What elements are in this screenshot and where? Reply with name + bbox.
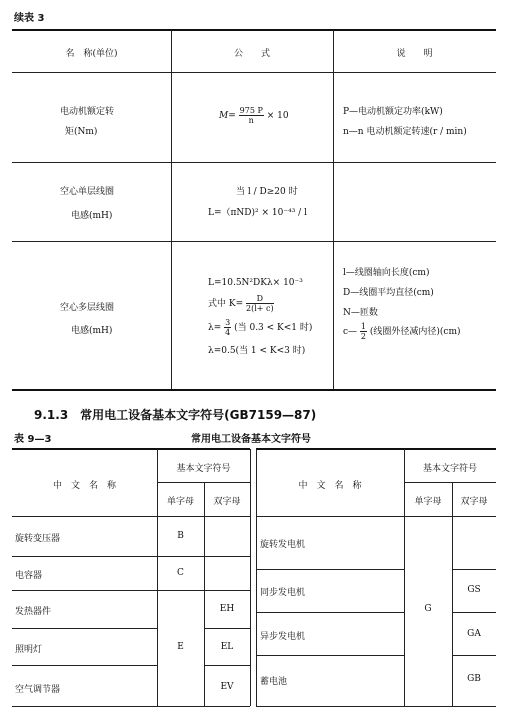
desc-line-diameter: D—线圈平均直径(cm) (343, 288, 434, 298)
table-row-name: 空气调节器 (15, 685, 61, 695)
table-row-double: EL (220, 642, 234, 652)
table-row-name: 异步发电机 (260, 632, 306, 642)
table-row-name: 同步发电机 (260, 588, 306, 598)
table-row-double: EH (219, 604, 235, 614)
row-name-line2: 电感(mH) (71, 326, 113, 336)
header-single-letter-left: 单字母 (166, 497, 194, 507)
row-name-line1: 空心多层线圈 (60, 303, 115, 313)
header-chinese-name-left: 中 文 名 称 (52, 481, 116, 491)
header-chinese-name-right: 中 文 名 称 (298, 481, 362, 491)
row-name-line1: 电动机额定转 (60, 107, 115, 117)
table-row-name: 旋转发电机 (260, 540, 306, 550)
header-name: 名 称(单位) (65, 49, 118, 59)
formula-inductance-single: L=（πND)² × 10⁻⁴³ / l (208, 208, 307, 218)
desc-line-speed: n—n 电动机额定转速(r / min) (343, 127, 467, 137)
table-row-double: GB (467, 674, 481, 684)
header-basic-symbol-left: 基本文字符号 (176, 464, 231, 474)
table-row-double: GS (467, 585, 481, 595)
header-basic-symbol-right: 基本文字符号 (422, 464, 477, 474)
formula-torque: M= $\frac{975 P}{n}$ × 10 (219, 106, 289, 125)
continued-label: 续表 3 (14, 13, 45, 24)
table-row-double: GA (467, 629, 481, 639)
merged-single-letter-g: G (424, 604, 432, 614)
header-double-letter-right: 双字母 (460, 497, 488, 507)
table-row-single: B (177, 531, 184, 541)
section-heading: 9.1.3 常用电工设备基本文字符号(GB7159—87) (34, 408, 317, 422)
desc-line-length: l—线圈轴向长度(cm) (343, 268, 430, 278)
desc-line-thickness: c— $\frac{1}{2}$ (线圈外径减内径)(cm) (343, 322, 461, 341)
row-name-line2: 电感(mH) (71, 211, 113, 221)
formula-condition: 当 l / D≥20 时 (236, 187, 298, 197)
table-row-single: C (177, 568, 184, 578)
header-description: 说 明 (396, 49, 433, 59)
header-single-letter-right: 单字母 (414, 497, 442, 507)
desc-line-power: P—电动机额定功率(kW) (343, 107, 443, 117)
table-row-name: 发热器件 (15, 607, 52, 617)
desc-line-turns: N—匝数 (343, 308, 378, 318)
table-row-name: 照明灯 (15, 645, 43, 655)
table-label: 表 9—3 (14, 434, 52, 445)
row-name-line2: 矩(Nm) (65, 127, 98, 137)
table-row-name: 旋转变压器 (15, 534, 61, 544)
table-row-name: 蓄电池 (260, 677, 288, 687)
table-title: 常用电工设备基本文字符号 (191, 434, 311, 445)
formula-lambda-alt: λ=0.5(当 1 < K<3 时) (208, 346, 306, 356)
formula-lambda: λ= $\frac{3}{4}$ (当 0.3 < K<1 时) (208, 318, 313, 337)
table-row-double: EV (220, 682, 234, 692)
merged-single-letter-e: E (177, 642, 184, 652)
row-name-line1: 空心单层线圈 (60, 187, 115, 197)
formula-inductance-multi: L=10.5N²DKλ× 10⁻³ (208, 278, 303, 288)
header-double-letter-left: 双字母 (213, 497, 241, 507)
formula-k: 式中 K= $\frac{D}{2(l+ c)}$ (208, 294, 274, 313)
table-row-name: 电容器 (15, 571, 43, 581)
header-formula: 公 式 (233, 49, 270, 59)
